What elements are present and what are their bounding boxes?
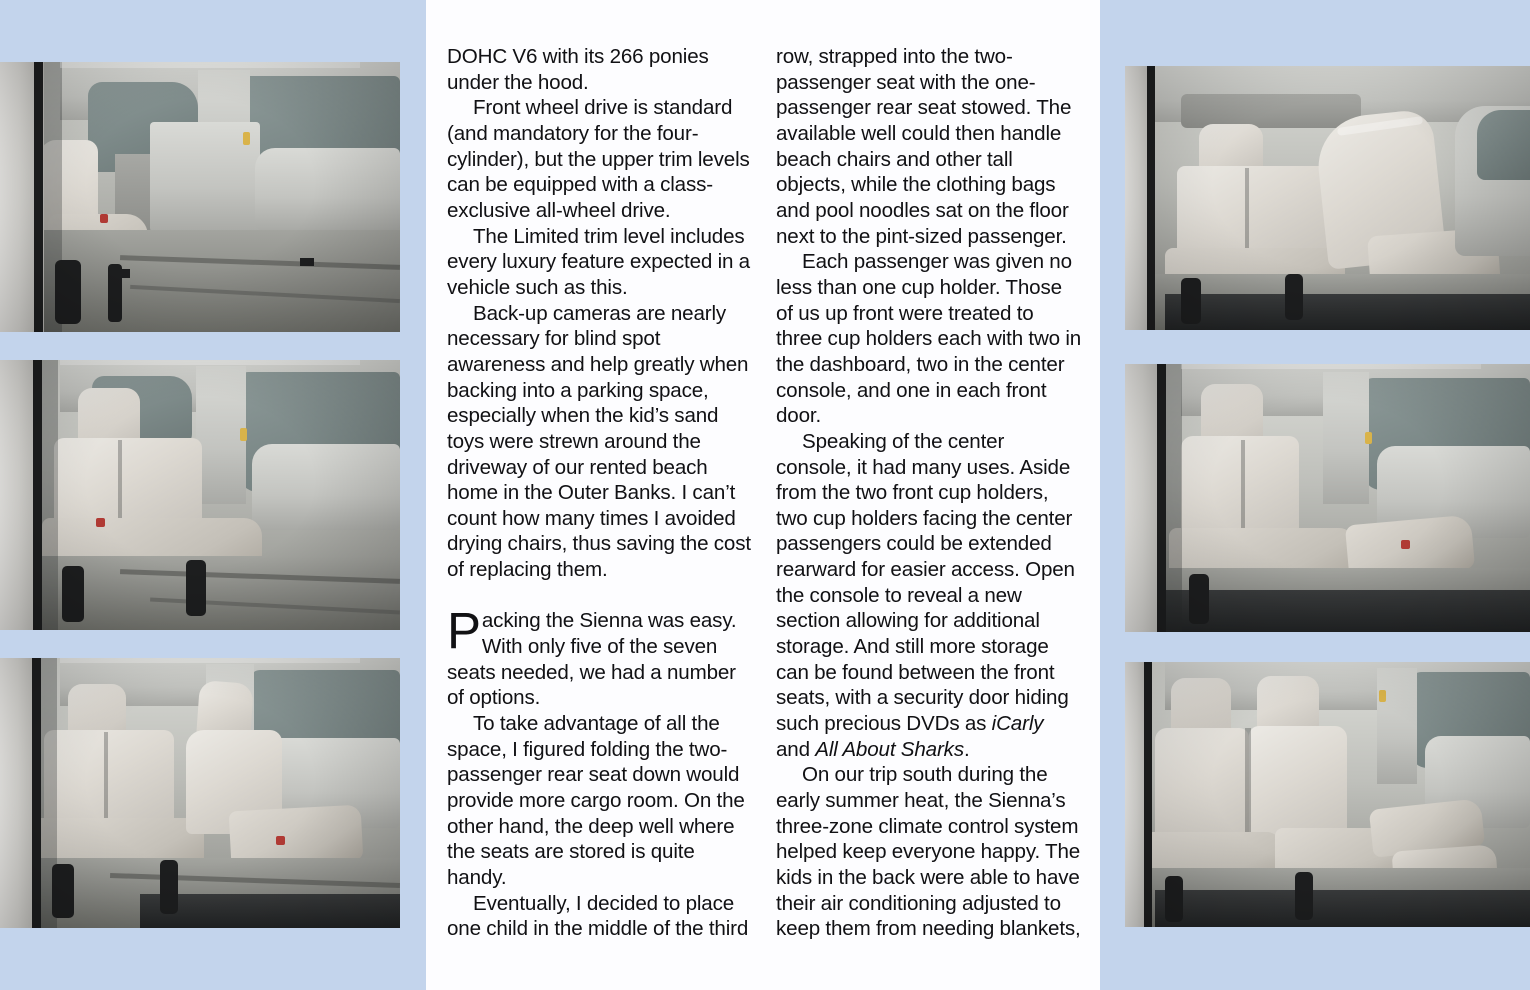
roof-highlight: [1181, 364, 1481, 369]
door-seal: [1147, 66, 1155, 330]
door-seal: [34, 62, 43, 332]
paragraph-center-console: [776, 429, 1082, 763]
headrest: [78, 388, 140, 444]
photo-right-2: [1125, 364, 1530, 632]
seat-release-tab: [96, 518, 105, 527]
seat-leg: [1189, 574, 1209, 624]
seat-leg-2: [186, 560, 206, 616]
photo-left-1: [0, 62, 400, 332]
door-seal: [1157, 364, 1166, 632]
dvd-title-all-about-sharks: All About Sharks: [815, 737, 964, 761]
article-text-panel: [426, 0, 1100, 990]
floor-shadow: [1155, 890, 1530, 927]
door-reflector-icon: [1365, 432, 1372, 444]
console-text-after: .: [963, 737, 970, 761]
seat-gap: [1245, 728, 1251, 840]
door-seal: [32, 658, 41, 928]
seat-leg: [52, 864, 74, 918]
pillar-shadow: [42, 360, 58, 630]
bench-seam: [104, 732, 108, 828]
rail-anchor-2: [300, 258, 314, 266]
paragraph-packing-text: acking the Sienna was easy. With only five of the seven seats needed, we had a number of options.: [447, 609, 737, 710]
door-seal: [1144, 662, 1152, 927]
headrest-left: [1171, 678, 1231, 734]
drop-cap-letter: P: [447, 602, 481, 660]
overhead-console: [1181, 94, 1361, 128]
photo-left-2: [0, 360, 400, 630]
article-columns: [447, 44, 1083, 949]
seat-leg-2: [108, 264, 122, 322]
door-reflector-icon: [240, 428, 247, 441]
captain-backrest-left: [1155, 728, 1249, 842]
headrest: [68, 684, 126, 736]
door-panel: [252, 444, 400, 530]
photo-right-3: [1125, 662, 1530, 927]
paragraph-cup-holders: Each passenger was given no less than one cup holder. Those of us up front were treated to three cup holders each with two in the dashboard, two in the center console, and one in each front door.: [776, 250, 1082, 428]
door-seal: [33, 360, 42, 630]
seat-release-tab: [276, 836, 285, 845]
captain-backrest-right: [1249, 726, 1347, 842]
door-panel: [255, 148, 400, 230]
side-window: [1477, 110, 1530, 180]
roof-highlight: [60, 658, 360, 663]
roof-highlight: [60, 360, 360, 365]
seat-leg-2: [160, 860, 178, 914]
headrest: [1201, 384, 1263, 442]
door-reflector-icon: [243, 132, 250, 145]
roof-highlight: [60, 62, 360, 68]
paragraph-eventually: Eventually, I decided to place one child in the middle of the third: [447, 891, 749, 941]
floor-shadow: [140, 894, 400, 928]
seat-leg-2: [1285, 274, 1303, 320]
article-column-right: [776, 44, 1082, 949]
console-text-before: Speaking of the center console, it had many uses. Aside from the two front cup holders, two cup holders facing the center passengers could be extended rearward for easier access. Open the console to reveal a new section allowing for additional storage. And still more storage can be found between the front seats, with a security door hiding such precious DVDs as: [776, 429, 1075, 736]
seat-seam: [1241, 440, 1245, 538]
article-column-left: [447, 44, 753, 949]
seat-leg: [1165, 876, 1183, 922]
seat-leg: [55, 260, 81, 324]
photo-right-1: [1125, 66, 1530, 330]
seat-release-tab: [1401, 540, 1410, 549]
bench-backrest: [44, 730, 174, 830]
paragraph-front-wheel-drive: Front wheel drive is standard (and mandatory for the four-cylinder), but the upper trim levels can be equipped with a class-exclusive all-wheel drive.: [447, 96, 750, 222]
pillar-shadow: [1166, 364, 1182, 632]
paragraph-row-strapped: row, strapped into the two-passenger seat with the one-passenger rear seat stowed. The available well could then handle beach chairs and other tall objects, while the clothing bags and pool noodles sat on the floor next to the pint-sized passenger.: [776, 45, 1072, 248]
console-text-middle: and: [776, 737, 816, 761]
paragraph-backup-cameras: Back-up cameras are nearly necessary for blind spot awareness and help greatly when backing into a parking space, especially when the kid’s sand toys were strewn around the driveway of our rented beach home in the Outer Banks. I can’t count how many times I avoided drying chairs, thus saving the cost of replacing them.: [447, 301, 751, 582]
seat-leg: [62, 566, 84, 622]
floor-shadow: [1165, 294, 1530, 330]
bench-seam: [1245, 168, 1249, 260]
seat-leg-2: [1295, 872, 1313, 920]
b-pillar: [1323, 372, 1369, 504]
photo-left-3: [0, 658, 400, 928]
paragraph-dohc-v6: DOHC V6 with its 266 ponies under the hood.: [447, 45, 709, 94]
paragraph-trip-south: On our trip south during the early summer heat, the Sienna’s three-zone climate control system helped keep everyone happy. The kids in the back were able to have their air conditioning adjusted to keep them from needing blankets,: [776, 763, 1081, 941]
door-reflector-icon: [1379, 690, 1386, 702]
b-pillar: [196, 366, 246, 504]
paragraph-take-advantage: To take advantage of all the space, I figured folding the two-passenger rear seat down would provide more cargo room. On the other hand, the deep well where the seats are stored is quite handy.: [447, 711, 745, 889]
paragraph-limited-trim: The Limited trim level includes every luxury feature expected in a vehicle such as this.: [447, 224, 750, 299]
captain-backrest: [1181, 436, 1299, 540]
dvd-title-icarly: iCarly: [991, 712, 1044, 736]
seat-release-tab: [100, 214, 108, 223]
paragraph-packing-sienna: [447, 602, 753, 711]
seat-leg: [1181, 278, 1201, 324]
b-pillar: [1377, 668, 1417, 784]
floor-shadow: [1161, 590, 1530, 632]
